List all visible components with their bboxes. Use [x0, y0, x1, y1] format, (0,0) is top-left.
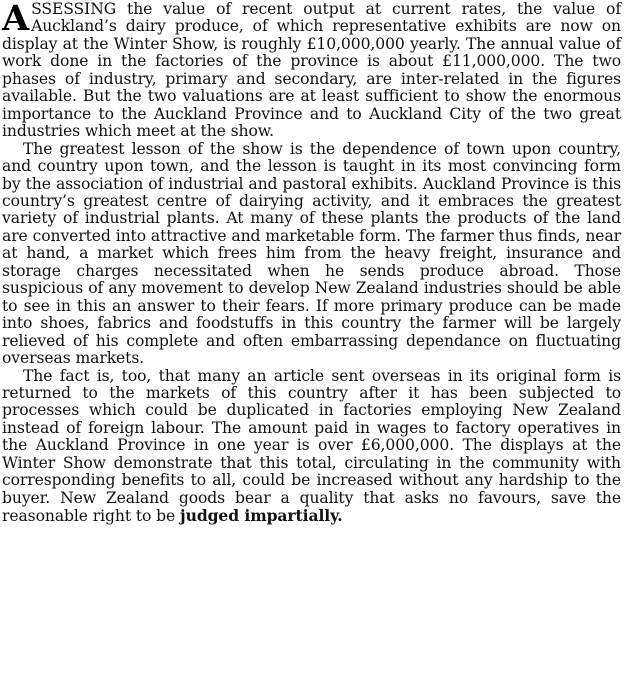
paragraph-1 [2, 0, 621, 141]
drop-cap: A [2, 0, 30, 39]
paragraph-1-text: SSESSING the value of recent output at current rates, the value of Auckland’s dairy produce, of which representative exhibits are now on display at the Winter Show, is roughly £10,000,000 yearly. The annual value of work done in the factories of the province is about £11,000,000. The two phases of industry, primary and secondary, are inter-related in the figures available. But the two valuations are at least sufficient to show the enormous importance to the Auckland Province and to Auckland City of the two great industries which meet at the show. [2, 0, 621, 141]
paragraph-2: The greatest lesson of the show is the dependence of town upon country, and country upon town, and the lesson is taught in its most convincing form by the association of industrial and pastoral exhibits. Auckland Province is this country’s greatest centre of dairying activity, and it embraces the greatest variety of industrial plants. At many of these plants the products of the land are converted into attractive and marketable form. The farmer thus finds, near at hand, a market which frees him from the heavy freight, insurance and storage charges necessitated when he sends produce abroad. Those suspicious of any movement to develop New Zealand industries should be able to see in this an answer to their fears. If more primary produce can be made into shoes, fabrics and foodstuffs in this country the farmer will be largely relieved of his complete and often embarrassing dependance on fluctuating overseas markets. [2, 139, 621, 368]
paragraph-3-closing: judged impartially. [180, 506, 343, 526]
paragraph-3 [2, 368, 621, 526]
paragraph-3-text: The fact is, too, that many an article sent overseas in its original form is returned to the markets of this country after it has been subjected to processes which could be duplicated in factories employing New Zealand instead of foreign labour. The amount paid in wages to factory operatives in the Auckland Province in one year is over £6,000,000. The displays at the Winter Show demonstrate that this total, circulating in the community with corresponding benefits to all, could be increased without any hardship to the buyer. New Zealand goods bear a quality that asks no favours, save the reasonable right to be [2, 366, 621, 526]
